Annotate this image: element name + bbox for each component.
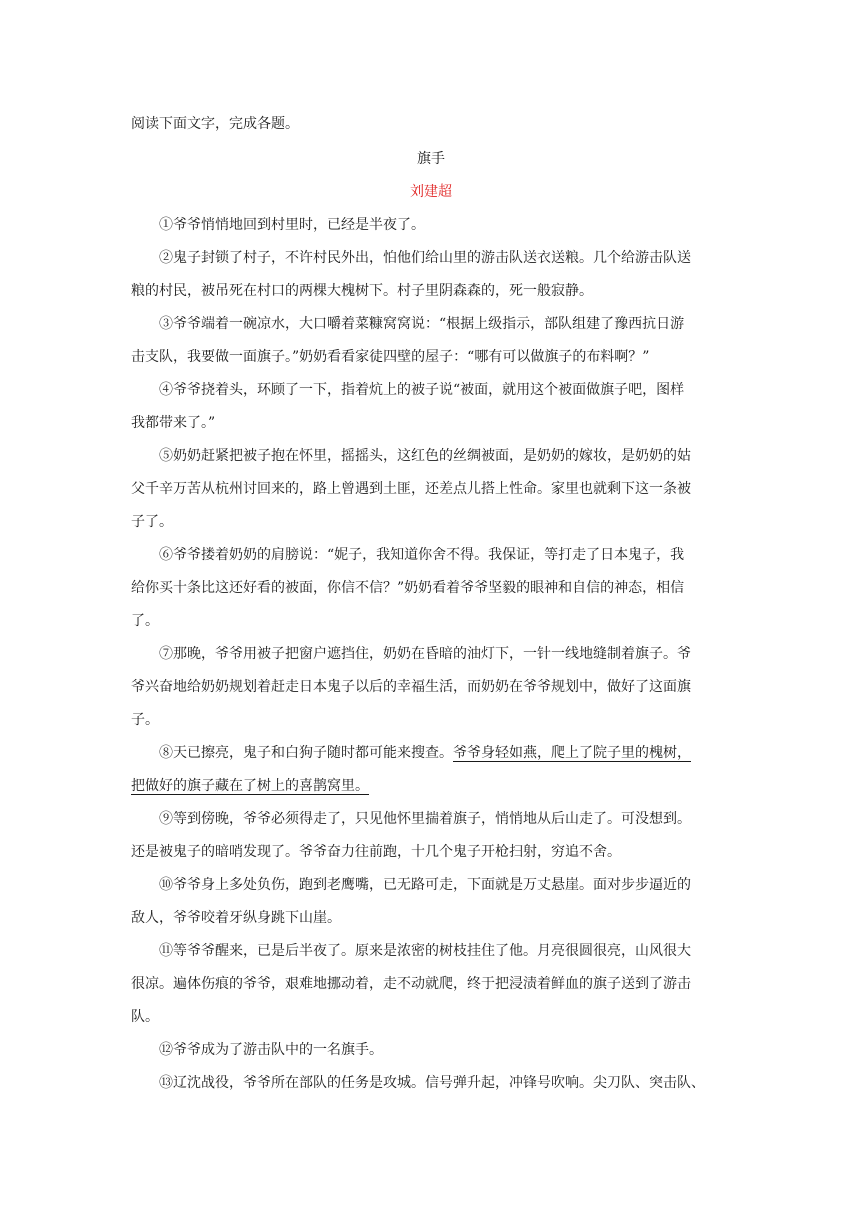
paragraph-3 <box>131 308 731 374</box>
paragraph-8 <box>131 737 731 803</box>
paragraph-line: ②鬼子封锁了村子，不许村民外出，怕他们给山里的游击队送衣送粮。几个给游击队送 <box>159 250 691 266</box>
story-title: 旗手 <box>417 151 445 167</box>
paragraph-text: ⑧天已擦亮，鬼子和白狗子随时都可能来搜查。 <box>159 745 453 761</box>
paragraph-line: 敌人，爷爷咬着牙纵身跳下山崖。 <box>131 910 341 926</box>
paragraph-5 <box>131 440 731 539</box>
paragraph-4 <box>131 374 731 440</box>
story-author: 刘建超 <box>410 184 452 200</box>
paragraph-line: 击支队，我要做一面旗子。”奶奶看看家徒四壁的屋子：“哪有可以做旗子的布料啊？” <box>131 349 650 365</box>
paragraph-1 <box>131 209 731 242</box>
paragraph-line: 粮的村民，被吊死在村口的两棵大槐树下。村子里阴森森的，死一般寂静。 <box>131 283 593 299</box>
paragraph-line: ⑦那晚，爷爷用被子把窗户遮挡住，奶奶在昏暗的油灯下，一针一线地缝制着旗子。爷 <box>159 646 691 662</box>
document-content <box>131 108 731 1100</box>
paragraph-line: 还是被鬼子的暗哨发现了。爷爷奋力往前跑，十几个鬼子开枪扫射，穷追不舍。 <box>131 844 621 860</box>
paragraph-line: ④爷爷挠着头，环顾了一下，指着炕上的被子说“被面，就用这个被面做旗子吧，图样 <box>159 382 685 398</box>
reading-instruction: 阅读下面文字，完成各题。 <box>131 116 299 132</box>
underlined-line: 把做好的旗子藏在了树上的喜鹊窝里。 <box>131 778 369 794</box>
paragraph-line: 子。 <box>131 712 159 728</box>
paragraph-6 <box>131 539 731 638</box>
paragraph-line: 给你买十条比这还好看的被面，你信不信？”奶奶看着爷爷坚毅的眼神和自信的神态，相信 <box>131 580 685 596</box>
paragraph-9 <box>131 803 731 869</box>
paragraph-line: 我都带来了。” <box>131 415 216 431</box>
paragraph-line: 队。 <box>131 1009 159 1025</box>
paragraph-11 <box>131 935 731 1034</box>
paragraph-line: 子了。 <box>131 514 173 530</box>
paragraph-line: ⑩爷爷身上多处负伤，跑到老鹰嘴，已无路可走，下面就是万丈悬崖。面对步步逼近的 <box>159 877 691 893</box>
paragraph-12 <box>131 1034 731 1067</box>
paragraph-line: ⑪等爷爷醒来，已是后半夜了。原来是浓密的树枝挂住了他。月亮很圆很亮，山风很大 <box>159 943 691 959</box>
paragraph-line: ⑬辽沈战役，爷爷所在部队的任务是攻城。信号弹升起，冲锋号吹响。尖刀队、突击队、 <box>159 1075 705 1091</box>
paragraph-line: 了。 <box>131 613 159 629</box>
paragraph-line: ⑥爷爷搂着奶奶的肩膀说：“妮子，我知道你舍不得。我保证，等打走了日本鬼子，我 <box>159 547 685 563</box>
paragraph-7 <box>131 638 731 737</box>
paragraph-line: ①爷爷悄悄地回到村里时，已经是半夜了。 <box>159 217 425 233</box>
paragraph-line: 爷兴奋地给奶奶规划着赶走日本鬼子以后的幸福生活，而奶奶在爷爷规划中，做好了这面旗 <box>131 679 691 695</box>
paragraph-line: 父千辛万苦从杭州讨回来的，路上曾遇到土匪，还差点儿搭上性命。家里也就剩下这一条被 <box>131 481 691 497</box>
paragraph-line <box>131 737 731 770</box>
paragraph-10 <box>131 869 731 935</box>
paragraph-line: ③爷爷端着一碗凉水，大口嚼着菜糠窝窝说：“根据上级指示，部队组建了豫西抗日游 <box>159 316 685 332</box>
paragraph-line: ⑨等到傍晚，爷爷必须得走了，只见他怀里揣着旗子，悄悄地从后山走了。可没想到。 <box>159 811 691 827</box>
underlined-text: 爷爷身轻如燕，爬上了院子里的槐树， <box>453 745 691 761</box>
paragraph-line: 很凉。遍体伤痕的爷爷，艰难地挪动着，走不动就爬，终于把浸渍着鲜血的旗子送到了游击 <box>131 976 691 992</box>
paragraph-line: ⑤奶奶赶紧把被子抱在怀里，摇摇头，这红色的丝绸被面，是奶奶的嫁妆，是奶奶的姑 <box>159 448 691 464</box>
paragraph-line: ⑫爷爷成为了游击队中的一名旗手。 <box>159 1042 383 1058</box>
paragraph-13 <box>131 1067 731 1100</box>
paragraph-2 <box>131 242 731 308</box>
